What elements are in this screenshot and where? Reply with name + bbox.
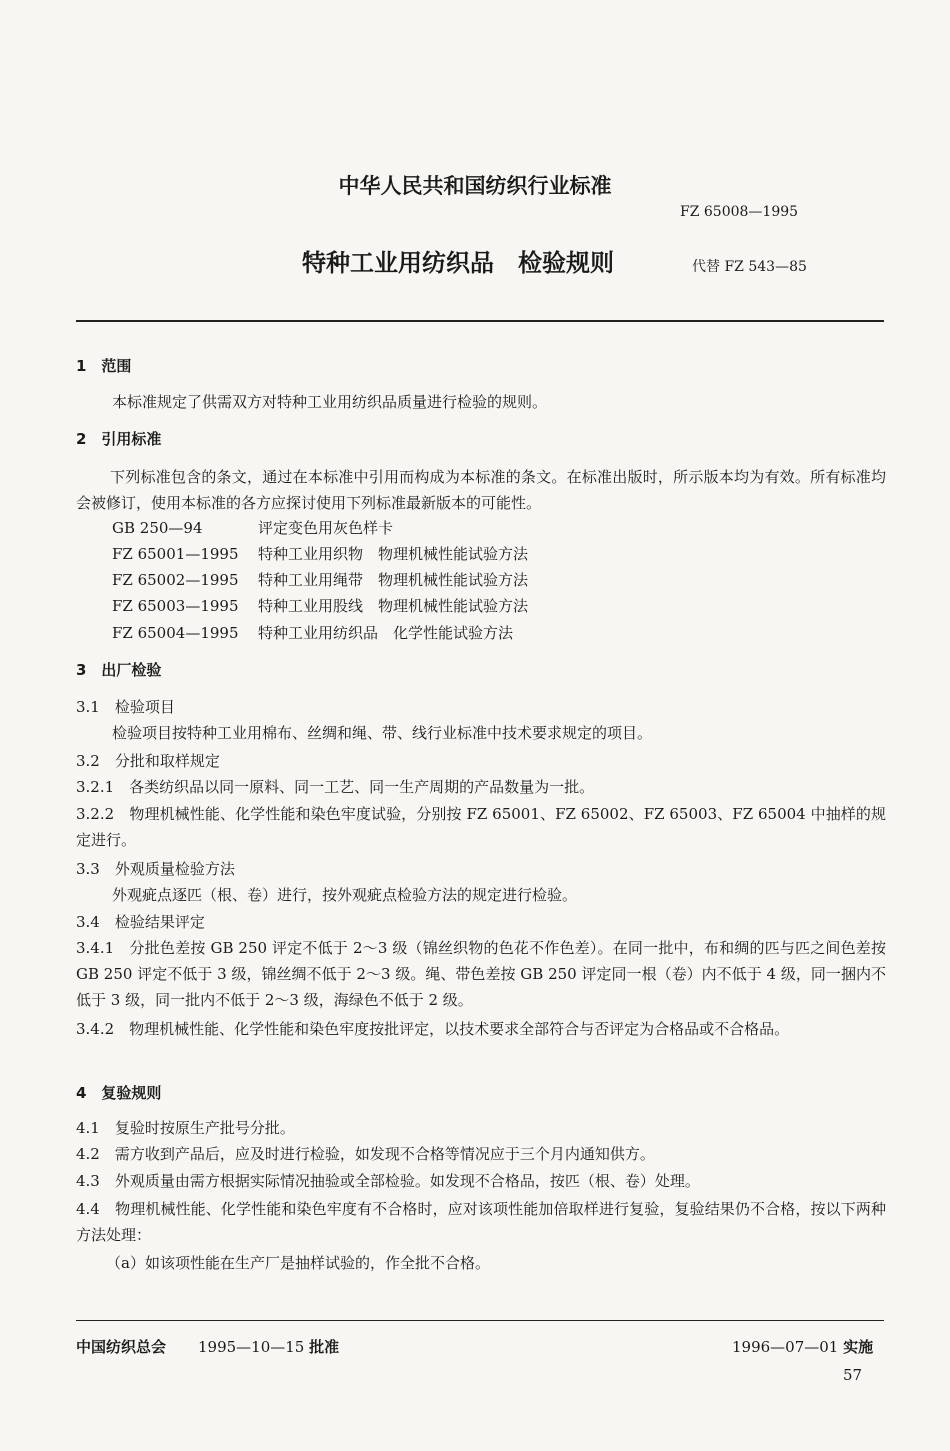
reference-code: FZ 65004—1995 xyxy=(112,624,239,642)
standard-number: FZ 65008—1995 xyxy=(680,204,799,220)
clause-3-3-text: 外观疵点逐匹（根、卷）进行，按外观疵点检验方法的规定进行检验。 xyxy=(112,886,578,904)
clause-3-1-text: 检验项目按特种工业用棉布、丝绸和绳、带、线行业标准中技术要求规定的项目。 xyxy=(112,724,653,742)
reference-code: FZ 65001—1995 xyxy=(112,545,239,563)
clause-3-1-heading: 3.1 检验项目 xyxy=(76,698,175,716)
clause-4-4-a-text: （a）如该项性能在生产厂是抽样试验的，作全批不合格。 xyxy=(106,1254,490,1272)
issuer: 中国纺织总会 xyxy=(76,1338,167,1356)
reference-title: 特种工业用绳带 物理机械性能试验方法 xyxy=(258,571,529,589)
section-1-heading: 1 范围 xyxy=(76,357,132,375)
clause-3-3-heading: 3.3 外观质量检验方法 xyxy=(76,860,235,878)
clause-4-3-text: 4.3 外观质量由需方根据实际情况抽验或全部检验。如发现不合格品，按匹（根、卷）处理。 xyxy=(76,1172,700,1190)
approve-date: 1995—10—15 xyxy=(198,1338,305,1356)
implementation-label: 实施 xyxy=(843,1338,874,1356)
clause-3-2-2-text: 3.2.2 物理机械性能、化学性能和染色牢度试验，分别按 FZ 65001、FZ 65002、FZ 65003、FZ 65004 中抽样的规定进行。 xyxy=(76,805,886,849)
reference-title: 特种工业用股线 物理机械性能试验方法 xyxy=(258,597,529,615)
clause-3-2-heading: 3.2 分批和取样规定 xyxy=(76,752,220,770)
replaces-note: 代替 FZ 543—85 xyxy=(692,259,807,275)
section-4-heading: 4 复验规则 xyxy=(76,1084,162,1102)
clause-3-2-1-text: 3.2.1 各类纺织品以同一原料、同一工艺、同一生产周期的产品数量为一批。 xyxy=(76,778,595,796)
reference-code: FZ 65002—1995 xyxy=(112,571,239,589)
section-1-text: 本标准规定了供需双方对特种工业用纺织品质量进行检验的规则。 xyxy=(112,393,548,411)
section-2-text: 下列标准包含的条文，通过在本标准中引用而构成为本标准的条文。在标准出版时，所示版本均为有效。所有标准均会被修订，使用本标准的各方应探讨使用下列标准最新版本的可能性。 xyxy=(76,468,886,512)
footer-rule xyxy=(76,1320,884,1321)
reference-code: FZ 65003—1995 xyxy=(112,597,239,615)
clause-3-4-1-text: 3.4.1 分批色差按 GB 250 评定不低于 2～3 级（锦丝织物的色花不作色差）。在同一批中，布和绸的匹与匹之间色差按 GB 250 评定不低于 3 级，锦丝绸不低于 2～3 级。绳、带色差按 GB 250 评定同一根（卷）内不低于 4 级，同一捆内不低于 3 级，同一批内不低于 2～3 级，海绿色不低于 2 级。 xyxy=(76,939,886,1009)
approve-label: 批准 xyxy=(309,1338,340,1356)
reference-code: GB 250—94 xyxy=(112,519,203,537)
implementation-date: 1996—07—01 xyxy=(732,1338,839,1356)
clause-4-2-text: 4.2 需方收到产品后，应及时进行检验，如发现不合格等情况应于三个月内通知供方。 xyxy=(76,1145,655,1163)
document-title: 特种工业用纺织品 检验规则 xyxy=(302,249,614,277)
section-3-heading: 3 出厂检验 xyxy=(76,661,162,679)
section-2-heading: 2 引用标准 xyxy=(76,430,162,448)
reference-title: 特种工业用织物 物理机械性能试验方法 xyxy=(258,545,529,563)
clause-4-4-text: 4.4 物理机械性能、化学性能和染色牢度有不合格时，应对该项性能加倍取样进行复验，复验结果仍不合格，按以下两种方法处理： xyxy=(76,1200,886,1244)
page-number: 57 xyxy=(843,1366,863,1384)
clause-4-1-text: 4.1 复验时按原生产批号分批。 xyxy=(76,1119,295,1137)
reference-title: 评定变色用灰色样卡 xyxy=(258,519,394,537)
reference-title: 特种工业用纺织品 化学性能试验方法 xyxy=(258,624,514,642)
org-title: 中华人民共和国纺织行业标准 xyxy=(338,174,612,198)
clause-3-4-heading: 3.4 检验结果评定 xyxy=(76,913,205,931)
header-rule xyxy=(76,320,884,322)
clause-3-4-2-text: 3.4.2 物理机械性能、化学性能和染色牢度按批评定，以技术要求全部符合与否评定为合格品或不合格品。 xyxy=(76,1020,790,1038)
